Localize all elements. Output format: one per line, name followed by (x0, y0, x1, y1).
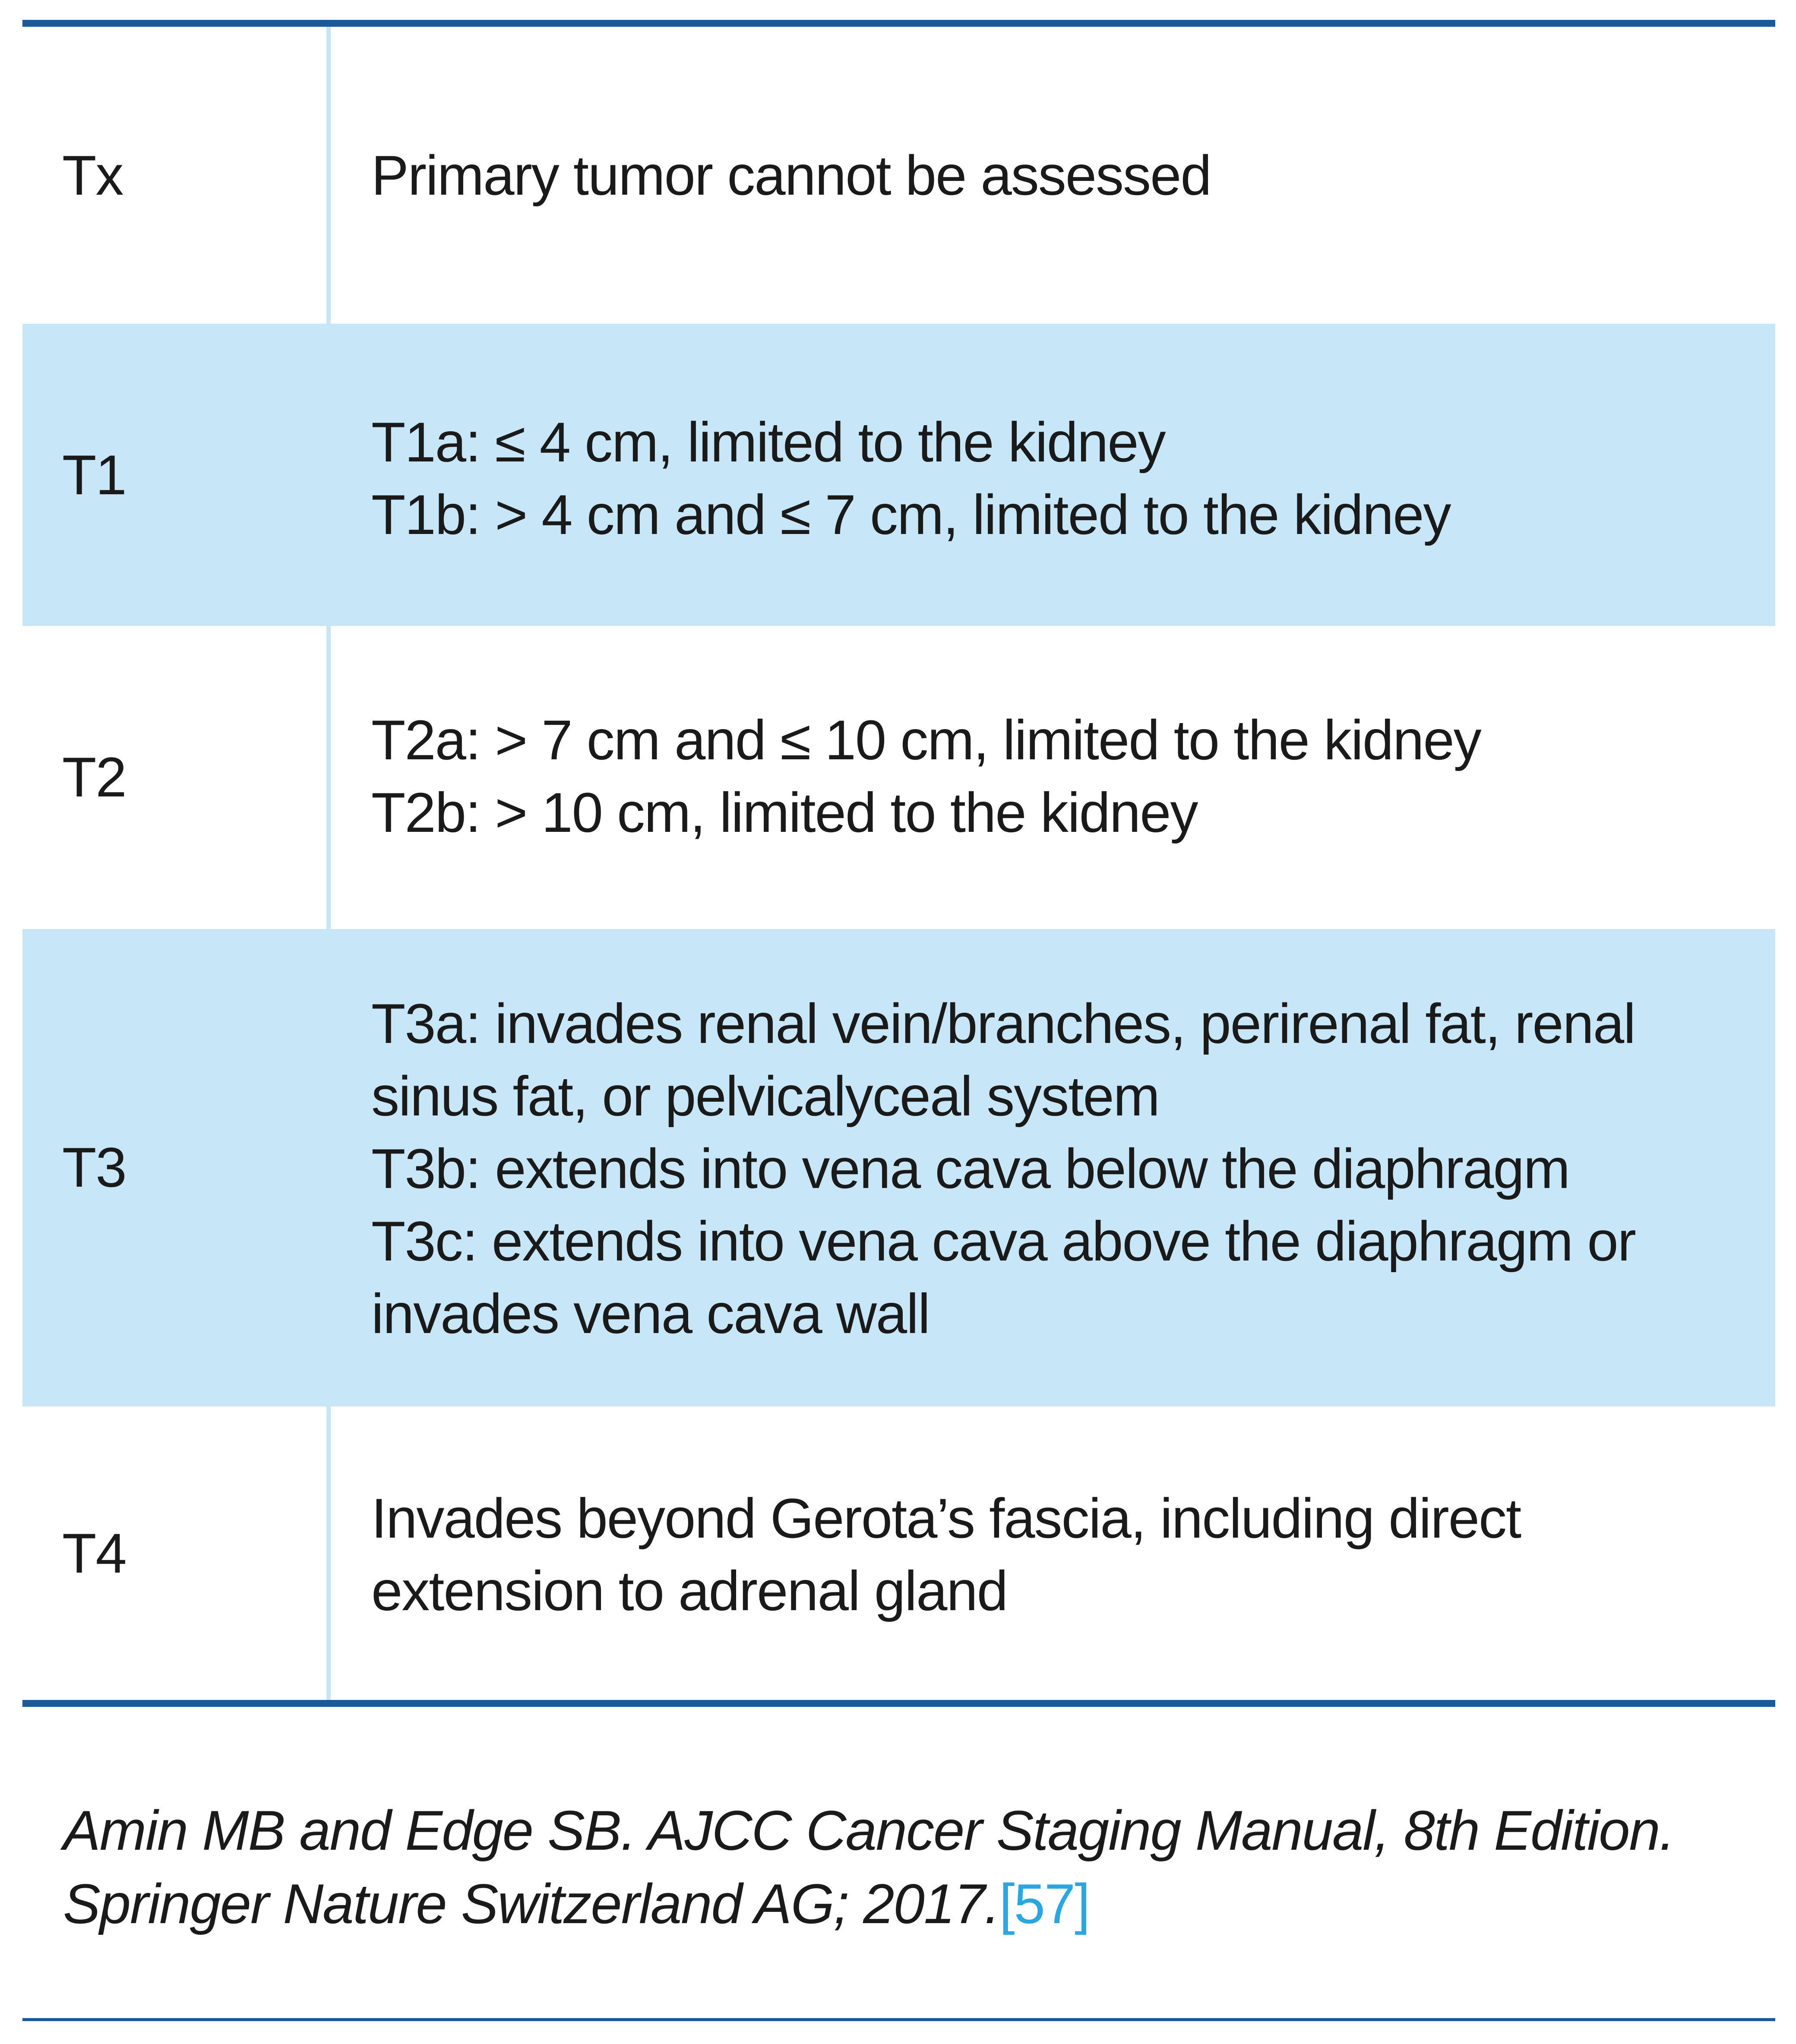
description-line: T2a: > 7 cm and ≤ 10 cm, limited to the kidney (371, 708, 1481, 771)
stage-cell: Tx (62, 144, 123, 207)
citation-source: Springer Nature Switzerland AG; 2017. (63, 1872, 999, 1935)
description-line: T1a: ≤ 4 cm, limited to the kidney (371, 411, 1165, 474)
description-line: T3b: extends into vena cava below the diaphragm (371, 1137, 1570, 1200)
stage-cell: T3 (62, 1136, 126, 1199)
stage-cell: T4 (62, 1522, 126, 1585)
citation-line-2 (63, 1867, 1747, 1940)
table-top-rule (22, 20, 1775, 27)
column-divider (326, 27, 331, 1700)
description-cell (371, 406, 1758, 551)
table-row-t1 (22, 324, 1775, 626)
table-row-t3 (22, 929, 1775, 1406)
table-bottom-rule (22, 1700, 1775, 1707)
reference-link[interactable]: [57] (999, 1872, 1090, 1935)
description-line: T3c: extends into vena cava above the diaphragm or (371, 1210, 1635, 1273)
description-cell (371, 139, 1758, 212)
description-line: T3a: invades renal vein/branches, perirenal fat, renal (371, 992, 1635, 1055)
table-row-t2 (22, 626, 1775, 929)
table-row-tx (22, 27, 1775, 324)
description-line: sinus fat, or pelvicalyceal system (371, 1065, 1159, 1128)
footer-rule (22, 2018, 1775, 2021)
stage-cell: T2 (62, 746, 126, 809)
description-cell (371, 1482, 1758, 1627)
description-line: T1b: > 4 cm and ≤ 7 cm, limited to the kidney (371, 483, 1451, 546)
description-line: T2b: > 10 cm, limited to the kidney (371, 781, 1198, 844)
stage-cell: T1 (62, 443, 126, 506)
table-row-t4 (22, 1406, 1775, 1700)
description-line: Primary tumor cannot be assessed (371, 144, 1211, 207)
description-line: Invades beyond Gerota’s fascia, including direct (371, 1487, 1521, 1550)
citation-line-1: Amin MB and Edge SB. AJCC Cancer Staging Manual, 8th Edition. (63, 1799, 1674, 1862)
citation (63, 1794, 1747, 1940)
description-line: extension to adrenal gland (371, 1559, 1008, 1622)
description-cell (371, 704, 1758, 849)
description-line: invades vena cava wall (371, 1282, 930, 1345)
description-cell (371, 987, 1758, 1350)
